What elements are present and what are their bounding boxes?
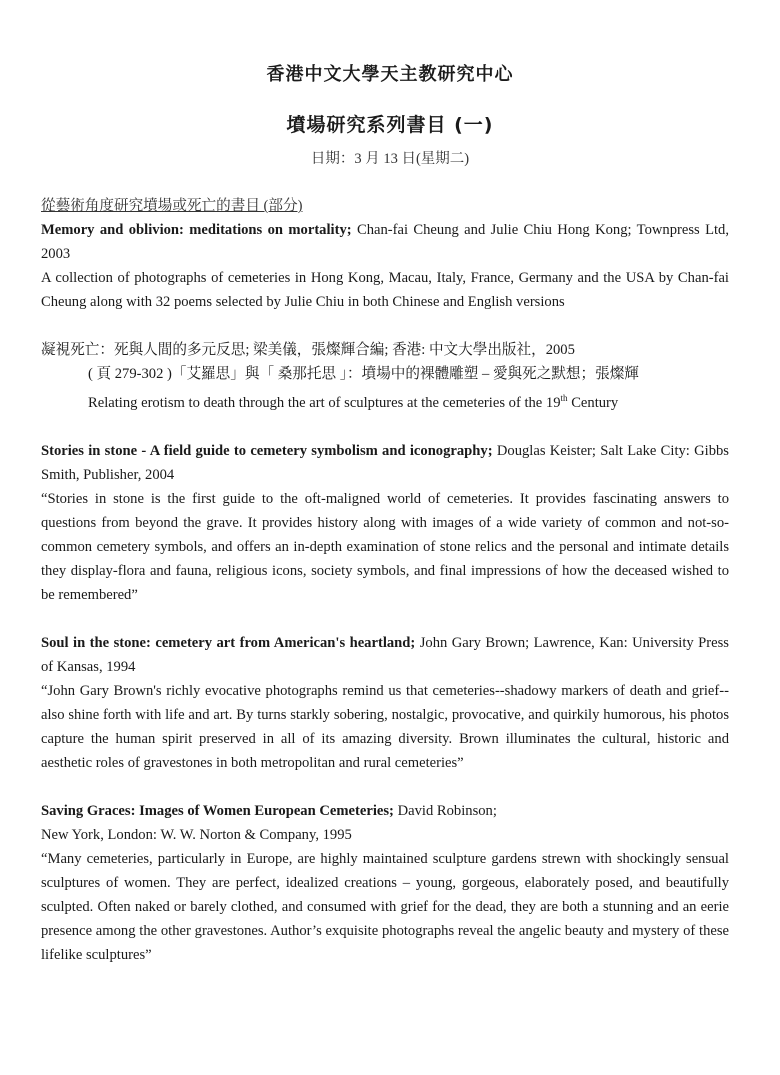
entry-description: “Many cemeteries, particularly in Europe, are highly maintained sculpture gardens strewn with shockingly sensual sculptures of women. They are perfect, idealized creations – young, gorgeous, elaborately posed, and beautifully sculpted. Often naked or barely clothed, and consumed with grief for the dead, they are both a stunning and an eerie presence among the other gravestones. Author’s exquisite photographs reveal the angelic beauty and mystery of these lifelike sculptures” [41, 850, 729, 963]
entry-description: “Stories in stone is the first guide to the oft-maligned world of cemeteries. It provides fascinating answers to questions from beyond the grave. It provides history along with images of a wide variety of common and not-so-common cemetery symbols, and offers an in-depth examination of stone relics and the personal and intimate details they display-flora and fauna, religious icons, society symbols, and final impressions of how the deceased wished to be remembered” [41, 490, 729, 603]
entry-title: Saving Graces: Images of Women European Cemeteries; [41, 802, 394, 819]
entry-citation: Chan-fai Cheung and Julie Chiu Hong Kong; Townpress Ltd, 2003 [41, 222, 729, 262]
entry-heading [41, 218, 729, 266]
entry-heading [41, 439, 729, 487]
page-title: 香港中文大學天主教研究中心 [266, 64, 514, 85]
entry-description: “John Gary Brown's richly evocative photographs remind us that cemeteries--shadowy markers of death and grief--also shine forth with life and art. By turns starkly sobering, nostalgic, provocative, and quirkily humorous, his photos capture the human spirit preserved in all of its amazing diversity. Brown illuminates the cultural, historic and aesthetic roles of gravestones in both metropolitan and rural cemeteries” [41, 682, 729, 771]
entry-title: Memory and oblivion: meditations on mortality; [41, 222, 352, 238]
entry-heading [41, 338, 729, 362]
entry-heading [41, 631, 729, 679]
entry-citation: 梁美儀，張燦輝合編; 香港: 中文大學出版社，2005 [249, 342, 575, 358]
page-subtitle: 墳場研究系列書目 (一) [286, 114, 494, 136]
section-title: 從藝術角度研究墳場或死亡的書目 (部分) [41, 198, 303, 214]
entry-description: Relating erotism to death through the art of sculptures at the cemeteries of the 19th Century [88, 393, 619, 411]
entry-citation: John Gary Brown; Lawrence, Kan: University Press of Kansas, 1994 [41, 634, 729, 675]
entry-title: 凝視死亡：死與人間的多元反思; [41, 342, 250, 358]
entry-title: Stories in stone - A field guide to cemetery symbolism and iconography; [41, 442, 493, 459]
entry-chapter: ( 頁 279-302 )「艾羅思」與「 桑那托思 」：墳場中的裸體雕塑 – 愛與死之默想；張燦輝 [88, 366, 639, 382]
bibliography-entry [41, 631, 729, 775]
entry-citation: David Robinson; [393, 802, 497, 819]
bibliography-entry [41, 218, 729, 314]
entry-description: A collection of photographs of cemeteries in Hong Kong, Macau, Italy, France, Germany and the USA by Chan-fai Cheung along with 32 poems selected by Julie Chiu in both Chinese and English versions [41, 270, 729, 310]
bibliography-entry [41, 338, 729, 415]
entry-citation: Douglas Keister; Salt Lake City: Gibbs Smith, Publisher, 2004 [41, 442, 729, 483]
bibliography-entry [41, 799, 729, 967]
date-line: 日期：3 月 13 日(星期二) [310, 151, 470, 167]
entry-heading [41, 799, 729, 823]
entry-citation-line: New York, London: W. W. Norton & Company, 1995 [41, 826, 352, 843]
bibliography-body [41, 194, 729, 967]
entry-title: Soul in the stone: cemetery art from American's heartland; [41, 634, 416, 651]
bibliography-entry [41, 439, 729, 607]
